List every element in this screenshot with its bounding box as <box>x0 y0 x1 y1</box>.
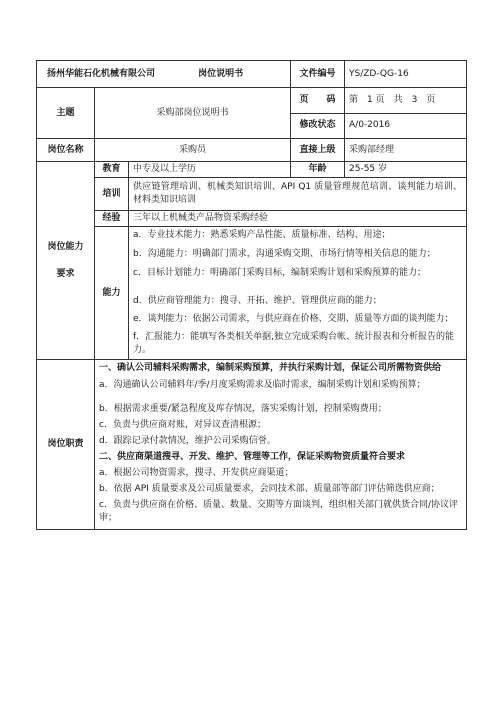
age-value: 25-55 岁 <box>345 162 467 178</box>
duty-item: c．负责与供应商对账，对异议查清根源； <box>99 420 266 430</box>
experience-label: 经验 <box>95 211 129 227</box>
ability-label: 能力 <box>95 227 129 360</box>
revision-label: 修改状态 <box>291 113 345 139</box>
requirements-label-line2: 要求 <box>56 268 75 279</box>
education-value: 中专及以上学历 <box>129 162 291 178</box>
requirements-label-line1: 岗位能力 <box>47 241 84 252</box>
experience-value: 三年以上机械类产品物资采购经验 <box>129 211 467 227</box>
education-row <box>37 162 467 178</box>
ability-item: e．谈判能力：依据公司需求，与供应商在价格、交期、质量等方面的谈判能力； <box>133 314 454 324</box>
revision-value: A/0-2016 <box>345 113 467 139</box>
ability-item: f．汇报能力：能填写各类相关单据,独立完成采购台帐、统计报表和分析报告的能力。 <box>133 332 455 355</box>
doc-no-label: 文件编号 <box>291 61 345 88</box>
form-table <box>36 60 467 530</box>
header-company-cell <box>37 61 291 88</box>
ability-item: d．供应商管理能力：搜寻、开拓、维护、管理供应商的能力； <box>133 296 382 306</box>
position-label: 岗位名称 <box>37 139 95 162</box>
ability-item: c．目标计划能力：明确部门采购目标，编制采购计划和采购预算的能力； <box>133 268 426 278</box>
training-row <box>37 178 467 211</box>
experience-row <box>37 211 467 227</box>
training-label: 培训 <box>95 178 129 211</box>
ability-item: b．沟通能力：明确部门需求，沟通采购交期、市场行情等相关信息的能力； <box>133 249 436 259</box>
position-row <box>37 139 467 162</box>
supervisor-value: 采购部经理 <box>345 139 467 162</box>
duty-item: c．负责与供应商在价格、质量、数量、交期等方面谈判，组织相关部门就供货合同/协议评审； <box>99 500 458 523</box>
age-label: 年龄 <box>291 162 345 178</box>
job-description-form <box>36 60 466 530</box>
subject-label: 主题 <box>37 88 95 139</box>
duty-item: b．根据需求重要/紧急程度及库存情况，落实采购计划，控制采购费用； <box>99 404 387 414</box>
duties-row <box>37 360 467 530</box>
subject-value: 采购部岗位说明书 <box>95 88 291 139</box>
doc-no-value: YS/ZD-QG-16 <box>345 61 467 88</box>
header-row <box>37 61 467 88</box>
training-value: 供应链管理培训、机械类知识培训、API Q1 质量管理规范培训、谈判能力培训、材料类知识培训 <box>129 178 467 211</box>
duties-content <box>95 360 467 530</box>
duty-item: d．跟踪记录付款情况，维护公司采购信誉。 <box>99 436 276 446</box>
ability-item: a．专业技术能力：熟悉采购产品性能、质量标准、结构、用途； <box>133 230 391 240</box>
duty-item: a．沟通确认公司辅料年/季/月度采购需求及临时需求，编制采购计划和采购预算； <box>99 380 426 390</box>
page-label: 页 码 <box>291 88 345 114</box>
position-value: 采购员 <box>95 139 291 162</box>
duty-item: b．依据 API 质量要求及公司质量要求，会同技术部、质量部等部门评估筛选供应商； <box>99 484 440 494</box>
company-name: 扬州华能石化机械有限公司 <box>47 68 156 79</box>
supervisor-label: 直接上级 <box>291 139 345 162</box>
education-label: 教育 <box>95 162 129 178</box>
duties-label: 岗位职责 <box>37 360 95 530</box>
doc-type: 岗位说明书 <box>198 68 244 79</box>
ability-list <box>129 227 467 360</box>
duties-section1-title: 一、确认公司辅料采购需求，编制采购预算，并执行采购计划，保证公司所需物资供给 <box>99 363 442 373</box>
page-value: 第 1 页 共 3 页 <box>345 88 467 114</box>
requirements-label <box>37 162 95 360</box>
subject-row <box>37 88 467 114</box>
duty-item: a．根据公司物资需求，搜寻、开发供应商渠道； <box>99 468 294 478</box>
duties-section2-title: 二、供应商渠道搜寻、开发、维护、管理等工作，保证采购物资质量符合要求 <box>99 452 406 462</box>
ability-row <box>37 227 467 360</box>
